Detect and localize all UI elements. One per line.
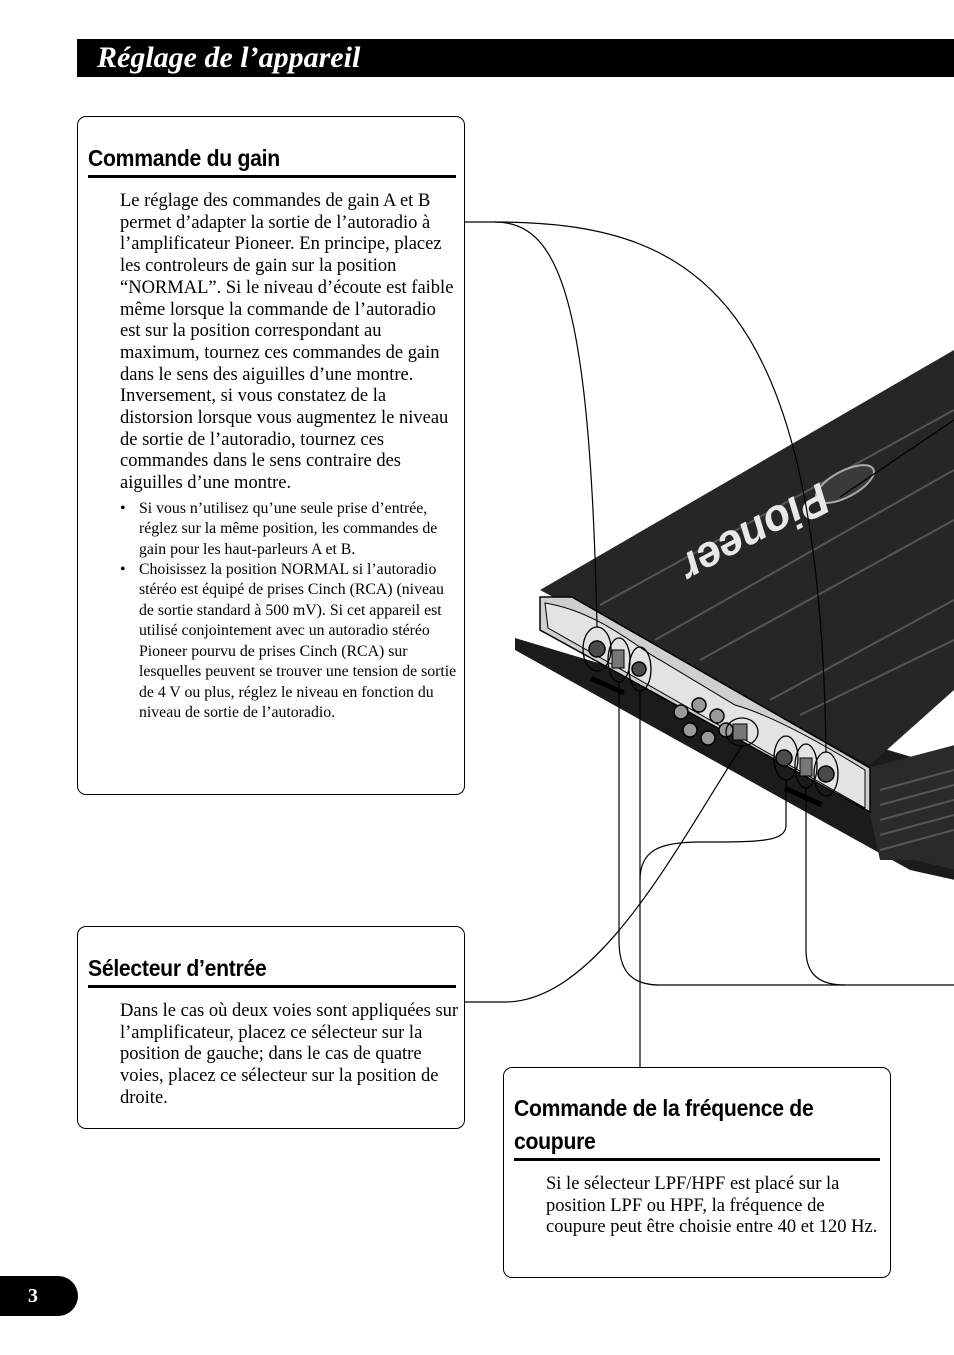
input-selector-body: Dans le cas où deux voies sont appliquées sur l’amplificateur, placez ce sélecteur sur la position de gauche; dans le cas de quatre voies, placez ce sélecteur sur la position de droite. bbox=[120, 1001, 459, 1108]
heading-rule bbox=[88, 985, 456, 988]
heading-rule bbox=[88, 175, 456, 178]
gain-control-box bbox=[77, 116, 465, 795]
crossover-heading: Commande de la fréquence de coupure bbox=[514, 1095, 814, 1154]
pioneer-logo: Pioneer bbox=[672, 473, 839, 593]
heading-rule bbox=[514, 1158, 880, 1161]
gain-bullet-1: • Si vous n’utilisez qu’une seule prise d’entrée, réglez sur la même position, les commandes de gain pour les haut-parleurs A et B. bbox=[120, 499, 460, 560]
crossover-body: Si le sélecteur LPF/HPF est placé sur la position LPF ou HPF, la fréquence de coupure peut être choisie entre 40 et 120 Hz. bbox=[546, 1174, 878, 1238]
page-number-tab bbox=[0, 1276, 78, 1316]
input-selector-box bbox=[77, 926, 465, 1129]
gain-heading: Commande du gain bbox=[88, 145, 280, 171]
gain-bullet-2: • Choisissez la position NORMAL si l’autoradio stéréo est équipé de prises Cinch (RCA) (niveau de sortie standard à 500 mV). Si cet appareil est utilisé conjointement avec un autoradio stéréo Pioneer pourvu de prises Cinch (RCA) sur lesquelles peuvent se trouver une tension de sortie de 4 V ou plus, réglez le niveau en fonction du niveau de sortie de l’autoradio. bbox=[120, 560, 460, 723]
page-title: Réglage de l’appareil bbox=[97, 41, 361, 74]
page-number: 3 bbox=[28, 1285, 38, 1307]
gain-body: Le réglage des commandes de gain A et B permet d’adapter la sortie de l’autoradio à l’amplificateur Pioneer. En principe, placez les controleurs de gain sur la position “NORMAL”. Si le niveau d’écoute est faible même lorsque la commande de l’autoradio est sur la position correspondant au maximum, tournez ces commandes de gain dans le sens des aiguilles d’une montre. Inversement, si vous constatez de la distorsion lorsque vous augmentez le niveau de sortie de l’autoradio, tournez ces commandes dans le sens contraire des aiguilles d’une montre. bbox=[120, 191, 454, 494]
crossover-box bbox=[503, 1067, 891, 1278]
gain-bullets bbox=[120, 499, 460, 723]
input-selector-heading: Sélecteur d’entrée bbox=[88, 955, 267, 981]
